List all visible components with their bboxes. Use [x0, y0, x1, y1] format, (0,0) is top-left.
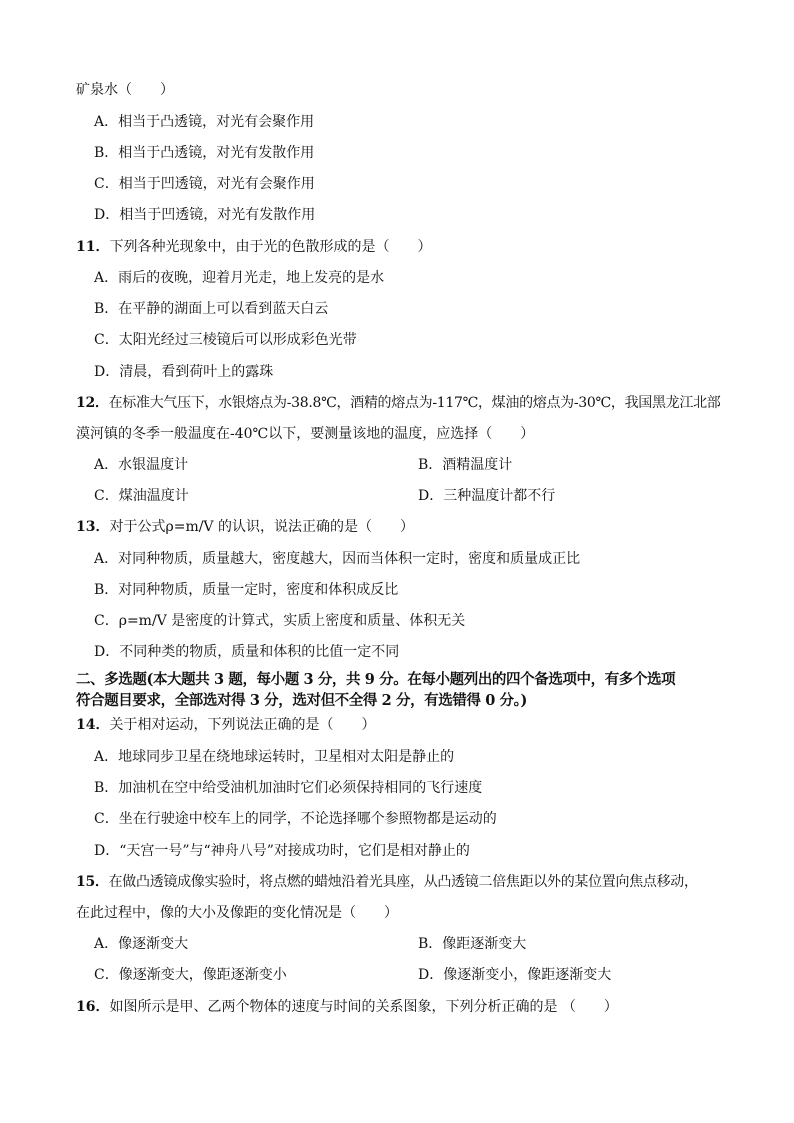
q10-option-c: C．相当于凹透镜，对光有会聚作用 — [94, 176, 315, 192]
q16-stem: 如图所示是甲、乙两个物体的速度与时间的关系图象，下列分析正确的是 （ ） — [109, 999, 618, 1015]
q15-stem-line1: 在做凸透镜成像实验时，将点燃的蜡烛沿着光具座，从凸透镜二倍焦距以外的某位置向焦点移动， — [108, 874, 698, 890]
q10-option-d: D．相当于凹透镜，对光有发散作用 — [94, 207, 316, 223]
q11-option-c: C．太阳光经过三棱镜后可以形成彩色光带 — [94, 332, 357, 348]
section2-heading-line1: 二、多选题(本大题共 3 题，每小题 3 分，共 9 分。在每小题列出的四个备选项中，有多个选项 — [76, 671, 676, 688]
q12-stem-line1: 在标准大气压下，水银熔点为-38.8℃，酒精的熔点为-117℃，煤油的熔点为-30℃，我国黑龙江北部 — [108, 395, 721, 411]
q15-option-d: D．像逐渐变小，像距逐渐变大 — [418, 967, 612, 983]
q15 — [76, 872, 698, 892]
q14-number: 14． — [76, 717, 110, 733]
q14-option-c: C．坐在行驶途中校车上的同学，不论选择哪个参照物都是运动的 — [94, 811, 497, 827]
q16 — [76, 997, 618, 1017]
q15-number: 15． — [76, 874, 109, 890]
q11 — [76, 237, 431, 257]
q12 — [76, 393, 720, 413]
q12-option-a: A．水银温度计 — [94, 457, 189, 473]
q13 — [76, 517, 414, 537]
section2-heading-line2: 符合题目要求，全部选对得 3 分，选对但不全得 2 分，有选错得 0 分。) — [76, 692, 527, 709]
q14-option-d: D．“天宫一号”与“神舟八号”对接成功时，它们是相对静止的 — [94, 843, 470, 859]
q16-number: 16． — [76, 999, 110, 1015]
q11-stem: 下列各种光现象中，由于光的色散形成的是（ ） — [109, 239, 432, 255]
q12-option-b: B．酒精温度计 — [418, 457, 513, 473]
q15-option-c: C．像逐渐变大，像距逐渐变小 — [94, 967, 287, 983]
q13-stem: 对于公式ρ=m/V 的认识，说法正确的是（ ） — [109, 519, 414, 535]
q13-option-b: B．对同种物质，质量一定时，密度和体积成反比 — [94, 582, 399, 598]
q14-stem: 关于相对运动，下列说法正确的是（ ） — [109, 717, 376, 733]
q12-stem-line2: 漠河镇的冬季一般温度在-40℃以下，要测量该地的温度，应选择（ ） — [76, 426, 535, 442]
q10-option-a: A．相当于凸透镜，对光有会聚作用 — [94, 114, 315, 130]
q10-stem: 矿泉水（ ） — [76, 82, 174, 98]
q15-option-a: A．像逐渐变大 — [94, 936, 189, 952]
q11-option-d: D．清晨，看到荷叶上的露珠 — [94, 364, 274, 380]
q11-number: 11． — [76, 239, 110, 255]
q14 — [76, 715, 375, 735]
q12-option-d: D．三种温度计都不行 — [418, 488, 556, 504]
q13-option-a: A．对同种物质，质量越大，密度越大，因而当体积一定时，密度和质量成正比 — [94, 551, 581, 567]
q11-option-a: A．雨后的夜晚，迎着月光走，地上发亮的是水 — [94, 270, 385, 286]
q15-stem-line2: 在此过程中，像的大小及像距的变化情况是（ ） — [76, 905, 398, 921]
q12-number: 12． — [76, 395, 109, 411]
q15-option-b: B．像距逐渐变大 — [418, 936, 527, 952]
q13-number: 13． — [76, 519, 110, 535]
q14-option-b: B．加油机在空中给受油机加油时它们必须保持相同的飞行速度 — [94, 780, 483, 796]
q11-option-b: B．在平静的湖面上可以看到蓝天白云 — [94, 301, 329, 317]
q10-option-b: B．相当于凸透镜，对光有发散作用 — [94, 145, 315, 161]
q12-option-c: C．煤油温度计 — [94, 488, 189, 504]
q14-option-a: A．地球同步卫星在绕地球运转时，卫星相对太阳是静止的 — [94, 749, 455, 765]
q13-option-c: C．ρ=m/V 是密度的计算式，实质上密度和质量、体积无关 — [94, 613, 466, 629]
q13-option-d: D．不同种类的物质，质量和体积的比值一定不同 — [94, 644, 400, 660]
